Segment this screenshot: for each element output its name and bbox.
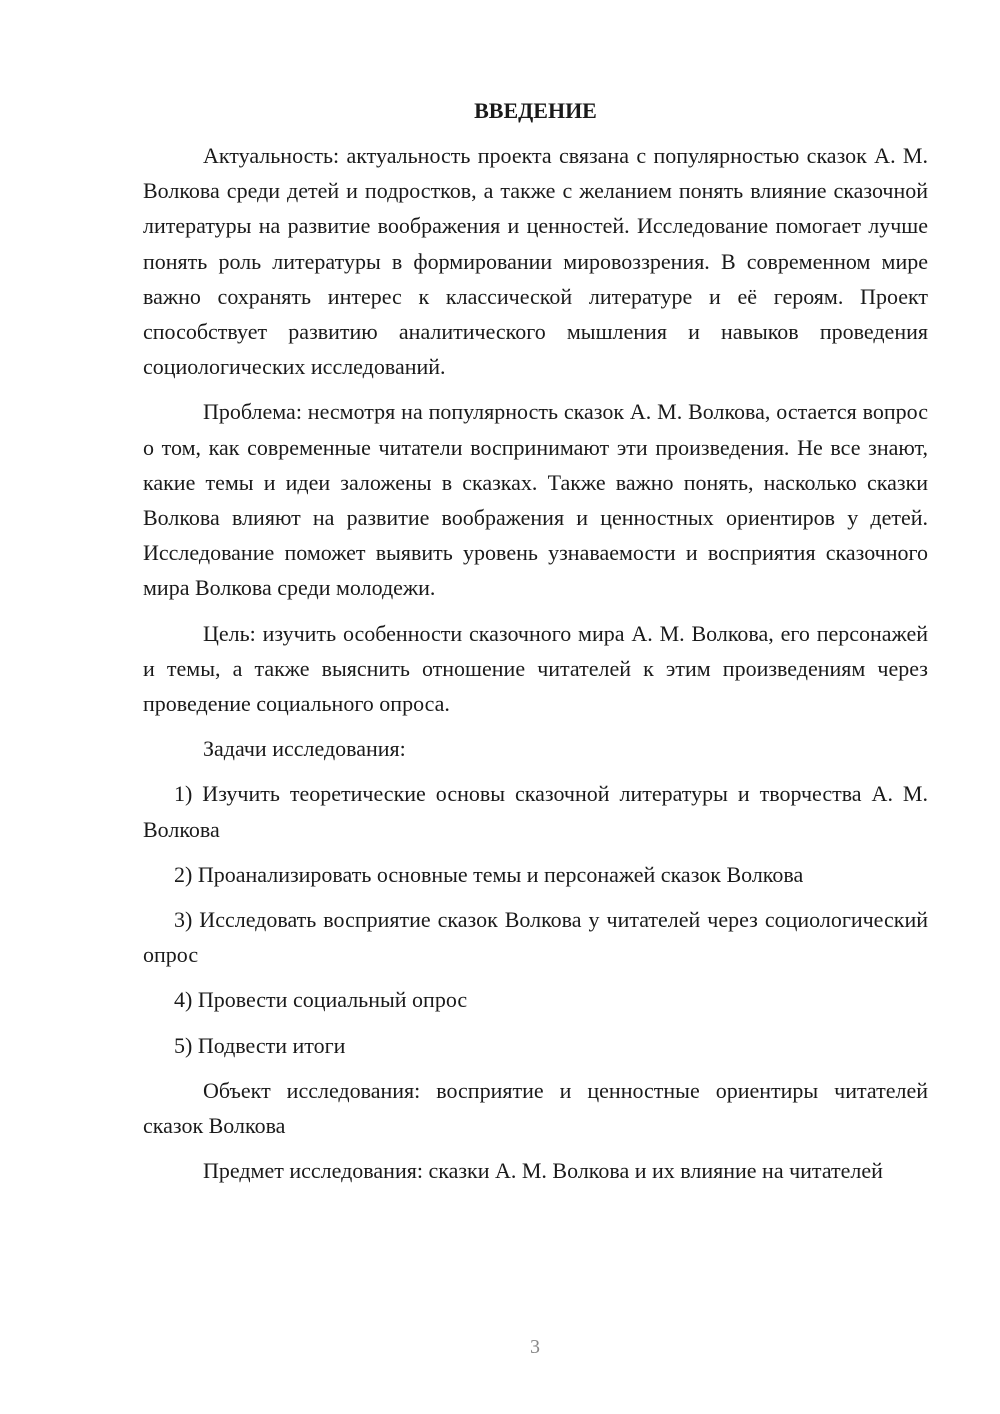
page-number: 3 [530, 1336, 540, 1358]
object-paragraph: Объект исследования: восприятие и ценностные ориентиры читателей сказок Волкова [143, 1077, 928, 1139]
task-item: 4) Провести социальный опрос [174, 987, 468, 1013]
page-content [143, 96, 928, 1198]
section-heading: ВВЕДЕНИЕ [474, 98, 597, 123]
tasks-heading: Задачи исследования: [203, 736, 406, 762]
problem-paragraph: Проблема: несмотря на популярность сказок А. М. Волкова, остается вопрос о том, как современные читатели воспринимают эти произведения. Не все знают, какие темы и идеи заложены в сказках. Также важно понять, насколько сказки Волкова влияют на развитие воображения и ценностных ориентиров у детей. Исследование поможет выявить уровень узнаваемости и восприятия сказочного мира Волкова среди молодежи. [143, 399, 928, 601]
task-item: 1) Изучить теоретические основы сказочной литературы и творчества А. М. Волкова [143, 781, 928, 842]
task-item: 5) Подвести итоги [174, 1032, 346, 1058]
task-item: 3) Исследовать восприятие сказок Волкова у читателей через социологический опрос [143, 907, 928, 968]
task-item: 2) Проанализировать основные темы и персонажей сказок Волкова [174, 861, 804, 887]
subject-paragraph: Предмет исследования: сказки А. М. Волкова и их влияние на читателей [203, 1158, 883, 1184]
goal-paragraph: Цель: изучить особенности сказочного мира А. М. Волкова, его персонажей и темы, а также выяснить отношение читателей к этим произведениям через проведение социального опроса. [143, 620, 928, 717]
relevance-paragraph: Актуальность: актуальность проекта связана с популярностью сказок А. М. Волкова среди детей и подростков, а также с желанием понять влияние сказочной литературы на развитие воображения и ценностей. Исследование помогает лучше понять роль литературы в формировании мировоззрения. В современном мире важно сохранять интерес к классической литературе и её героям. Проект способствует развитию аналитического мышления и навыков проведения социологических исследований. [143, 143, 928, 380]
